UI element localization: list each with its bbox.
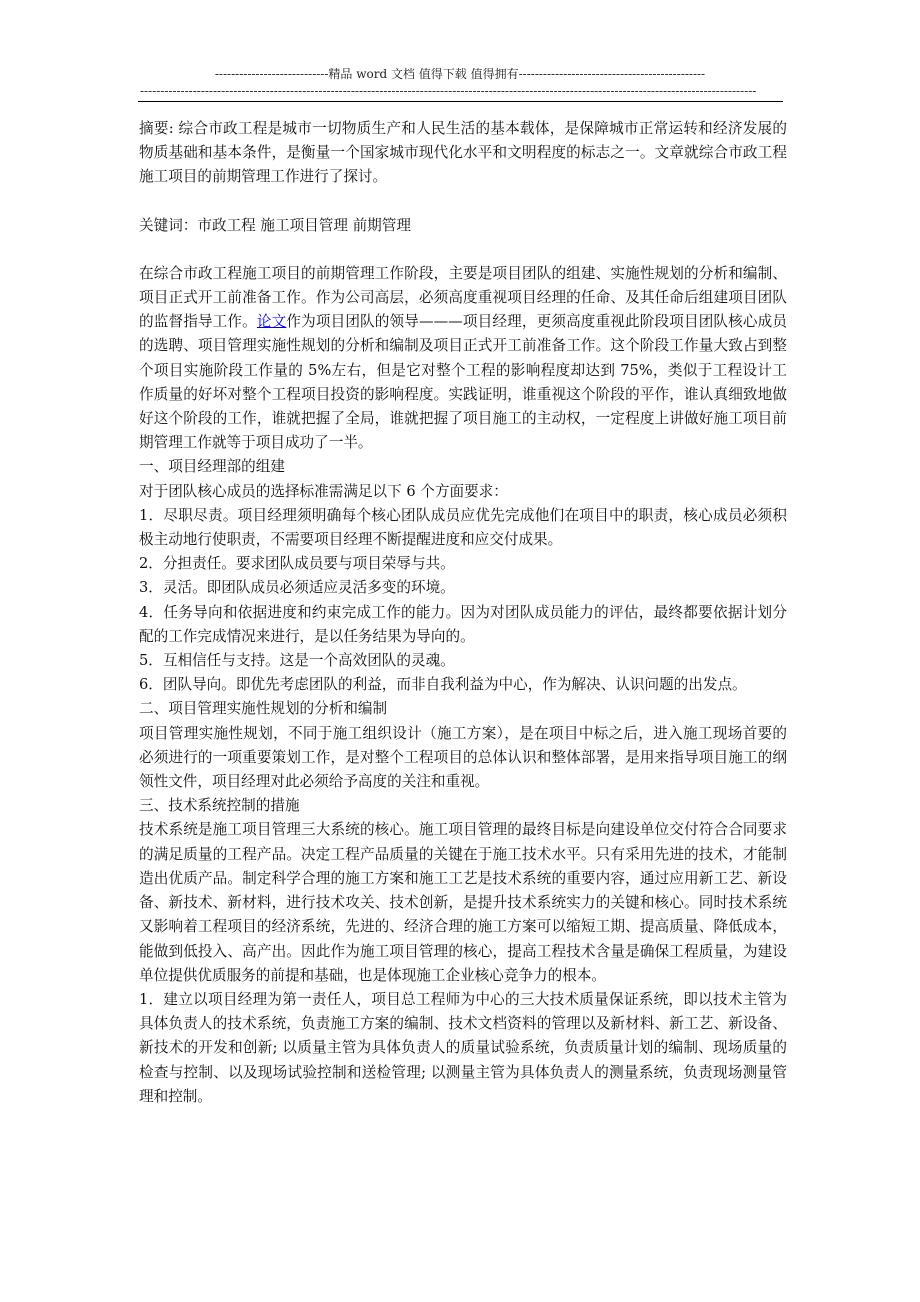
document-body — [139, 117, 787, 1109]
section-1-lead: 对于团队核心成员的选择标准需满足以下 6 个方面要求： — [139, 482, 508, 500]
intro-text-before-link: 在综合市政工程施工项目的前期管理工作阶段，主要是项目团队的组建、实施性规划的分析和编制、项目正式开工前准备工作。作为公司高层，必须高度重视项目经理的任命、及其任命后组建项目团队的监督指导工作。 — [139, 264, 787, 331]
section-3-item-1: 1．建立以项目经理为第一责任人，项目总工程师为中心的三大技术质量保证系统，即以技术主管为具体负责人的技术系统，负责施工方案的编制、技术文档资料的管理以及新材料、新工艺、新设备、新技术的开发和创新; 以质量主管为具体负责人的质量试验系统，负责质量计划的编制、现场质量的检查与控制、以及现场试验控制和送检管理; 以测量主管为具体负责人的测量系统，负责现场测量管理和控制。 — [139, 990, 787, 1105]
header-title: 精品 word 文档 值得下载 值得拥有 — [328, 67, 519, 81]
section-3-body: 技术系统是施工项目管理三大系统的核心。施工项目管理的最终目标是向建设单位交付符合合同要求的满足质量的工程产品。决定工程产品质量的关键在于施工技术水平。只有采用先进的技术，才能制造出优质产品。制定科学合理的施工方案和施工工艺是技术系统的重要内容，通过应用新工艺、新设备、新技术、新材料，进行技术攻关、技术创新，是提升技术系统实力的关键和核心。同时技术系统又影响着工程项目的经济系统，先进的、经济合理的施工方案可以缩短工期、提高质量、降低成本，能做到低投入、高产出。因此作为施工项目管理的核心，提高工程技术含量是确保工程质量，为建设单位提供优质服务的前提和基础，也是体现施工企业核心竞争力的根本。 — [139, 821, 787, 984]
section-1-item-2: 2．分担责任。要求团队成员要与项目荣辱与共。 — [139, 555, 455, 573]
section-1-title: 一、项目经理部的组建 — [139, 458, 285, 476]
section-3-title: 三、技术系统控制的措施 — [139, 797, 300, 815]
spacer — [139, 190, 787, 214]
abstract-paragraph: 摘要: 综合市政工程是城市一切物质生产和人民生活的基本载体，是保障城市正常运转和经济发展的物质基础和基本条件，是衡量一个国家城市现代化水平和文明程度的标志之一。文章就综合市政工程施工项目的前期管理工作进行了探讨。 — [139, 120, 787, 186]
section-1-item-4: 4．任务导向和依据进度和约束完成工作的能力。因为对团队成员能力的评估，最终都要依据计划分配的工作完成情况来进行，是以任务结果为导向的。 — [139, 603, 787, 645]
paper-link[interactable]: 论文 — [256, 313, 287, 331]
header-dash-line: -------------------------------------------------------------------------------------------------------------------------------------------------------- — [140, 84, 757, 98]
page-header — [0, 66, 920, 82]
intro-paragraph — [139, 262, 787, 456]
header-rule — [138, 101, 783, 102]
section-2-title: 二、项目管理实施性规划的分析和编制 — [139, 700, 388, 718]
section-1-item-1: 1．尽职尽责。项目经理须明确每个核心团队成员应优先完成他们在项目中的职责，核心成员必须积极主动地行使职责，不需要项目经理不断提醒进度和应交付成果。 — [139, 506, 787, 549]
section-1-item-3: 3．灵活。即团队成员必须适应灵活多变的环境。 — [139, 579, 455, 597]
spacer — [139, 238, 787, 262]
intro-text-after-link: 作为项目团队的领导———项目经理，更须高度重视此阶段项目团队核心成员的选聘、项目管理实施性规划的分析和编制及项目正式开工前准备工作。这个阶段工作量大致占到整个项目实施阶段工作量的 5%左右，但是它对整个工程的影响程度却达到 75%，类似于工程设计工作质量的好坏对整个工程项目投资的影响程度。实践证明，谁重视这个阶段的平作，谁认真细致地做好这个阶段的工作，谁就把握了全局，谁就把握了项目施工的主动权，一定程度上讲做好施工项目前期管理工作就等于项目成功了一半。 — [139, 313, 787, 452]
section-2-body: 项目管理实施性规划，不同于施工组织设计（施工方案），是在项目中标之后，进入施工现场首要的必须进行的一项重要策划工作，是对整个工程项目的总体认识和整体部署，是用来指导项目施工的纲领性文件，项目经理对此必须给予高度的关注和重视。 — [139, 724, 787, 791]
header-dashes-left: ---------------------------- — [214, 67, 329, 81]
keywords-paragraph: 关键词：市政工程 施工项目管理 前期管理 — [139, 216, 411, 234]
section-1-item-6: 6．团队导向。即优先考虑团队的利益，而非自我利益为中心，作为解决、认识问题的出发点。 — [139, 676, 747, 694]
section-1-item-5: 5．互相信任与支持。这是一个高效团队的灵魂。 — [139, 652, 455, 670]
header-dashes-right: ---------------------------------------------- — [518, 67, 706, 81]
